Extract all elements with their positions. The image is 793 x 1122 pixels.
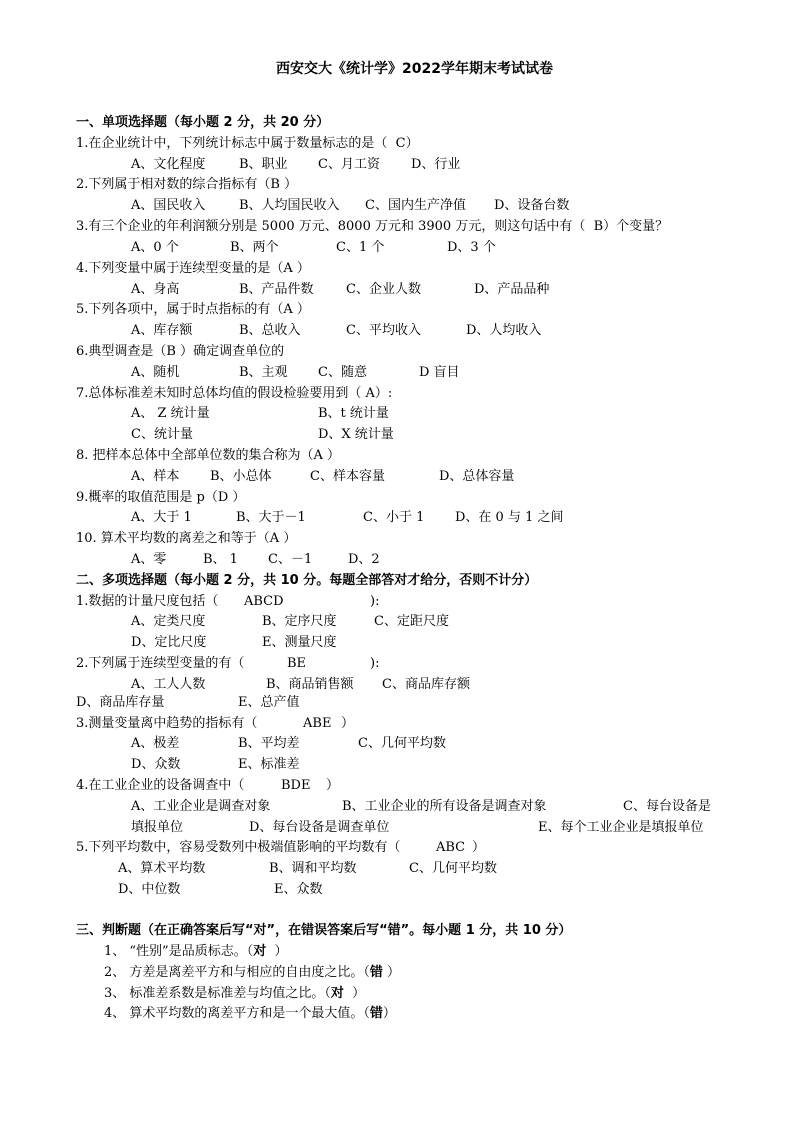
s1-q4-stem: 4.下列变量中属于连续型变量的是（A ） xyxy=(76,261,310,276)
s1-q7-opt-a: A、 Z 统计量 xyxy=(131,406,210,421)
s2-q4-opt-a: A、工业企业是调查对象 xyxy=(131,799,271,814)
s2-q1-opt-d: D、定比尺度 xyxy=(131,635,207,650)
s2-q4-stem-post: ） xyxy=(326,778,340,793)
s2-q5-stem-post: ） xyxy=(472,840,486,855)
s1-q8-opt-c: C、样本容量 xyxy=(310,469,385,484)
s1-q6-opt-b: B、主观 xyxy=(239,365,288,380)
s1-q3-opt-d: D、3 个 xyxy=(447,240,496,255)
s2-q5-opt-c: C、几何平均数 xyxy=(409,861,497,876)
s2-q4-opt-c-cont: 填报单位 xyxy=(131,820,184,835)
s1-q6-opt-d: D 盲目 xyxy=(419,365,460,380)
s2-q4-opt-b: B、工业企业的所有设备是调查对象 xyxy=(342,799,547,814)
s1-q10-stem: 10. 算术平均数的离差之和等于（A ） xyxy=(76,531,297,546)
s1-q2-opt-d: D、设备台数 xyxy=(494,198,570,213)
s1-q3-stem: 3.有三个企业的年利润额分别是 5000 万元、8000 万元和 3900 万元，则这句话中有（ B）个变量？ xyxy=(76,219,669,234)
s3-item-4: 4、 算术平均数的离差平方和是一个最大值。（错） xyxy=(104,1006,396,1021)
s2-q1-stem-post: ): xyxy=(370,594,380,609)
s2-q5-opt-d: D、中位数 xyxy=(118,882,181,897)
s1-q3-opt-b: B、两个 xyxy=(230,240,279,255)
s2-q2-opt-a: A、工人人数 xyxy=(131,677,206,692)
s2-q3-stem-pre: 3.测量变量离中趋势的指标有（ xyxy=(76,716,258,731)
s2-q5-opt-b: B、调和平均数 xyxy=(269,861,357,876)
s2-q5-stem-pre: 5.下列平均数中，容易受数列中极端值影响的平均数有（ xyxy=(76,840,401,855)
s1-q4-opt-b: B、产品件数 xyxy=(239,282,314,297)
s1-q9-opt-d: D、在 0 与 1 之间 xyxy=(455,510,564,525)
s2-q1-opt-c: C、定距尺度 xyxy=(374,614,449,629)
s2-q4-opt-c: C、每台设备是 xyxy=(623,799,711,814)
s2-q4-stem-pre: 4.在工业企业的设备调查中（ xyxy=(76,778,245,793)
s2-q1-opt-b: B、定序尺度 xyxy=(262,614,337,629)
s1-q4-opt-d: D、产品品种 xyxy=(474,282,550,297)
s1-q3-opt-c: C、1 个 xyxy=(336,240,385,255)
s1-q1-opt-c: C、月工资 xyxy=(318,157,380,172)
s2-q3-opt-c: C、几何平均数 xyxy=(358,736,446,751)
section-3-heading: 三、判断题（在正确答案后写“对”，在错误答案后写“错”。每小题 1 分，共 10 分） xyxy=(76,923,572,938)
s2-q2-answer: BE xyxy=(287,656,307,671)
s1-q5-opt-a: A、库存额 xyxy=(131,323,193,338)
s3-item-4-answer: 错 xyxy=(369,1006,383,1021)
s1-q8-opt-a: A、样本 xyxy=(131,469,180,484)
section-1-heading: 一、单项选择题（每小题 2 分，共 20 分） xyxy=(76,115,330,130)
s1-q5-opt-d: D、人均收入 xyxy=(466,323,542,338)
s3-item-2: 2、 方差是离差平方和与相应的自由度之比。（错 ） xyxy=(104,965,401,980)
s1-q7-stem: 7.总体标准差未知时总体均值的假设检验要用到（ A）: xyxy=(76,386,393,401)
s1-q9-stem: 9.概率的取值范围是 p（D ） xyxy=(76,490,246,505)
s1-q10-opt-c: C、－1 xyxy=(268,552,313,567)
s3-item-2-answer: 错 xyxy=(369,965,383,980)
s1-q9-opt-a: A、大于 1 xyxy=(131,510,192,525)
s2-q3-answer: ABE xyxy=(303,716,332,731)
s1-q3-opt-a: A、0 个 xyxy=(131,240,179,255)
s1-q8-stem: 8. 把样本总体中全部单位数的集合称为（A ） xyxy=(76,448,341,463)
s2-q1-answer: ABCD xyxy=(244,594,284,609)
s1-q7-opt-c: C、统计量 xyxy=(131,427,193,442)
s1-q5-opt-b: B、总收入 xyxy=(239,323,301,338)
s1-q7-opt-b: B、t 统计量 xyxy=(318,406,389,421)
s2-q2-opt-e: E、总产值 xyxy=(238,695,300,710)
s2-q1-opt-a: A、定类尺度 xyxy=(131,614,206,629)
s1-q10-opt-d: D、2 xyxy=(348,552,380,567)
s1-q7-opt-d: D、X 统计量 xyxy=(318,427,394,442)
s1-q6-opt-a: A、随机 xyxy=(131,365,180,380)
s1-q2-opt-c: C、国内生产净值 xyxy=(365,198,466,213)
s1-q10-opt-a: A、零 xyxy=(131,552,167,567)
s1-q10-opt-b: B、 1 xyxy=(203,552,238,567)
s2-q5-answer: ABC xyxy=(436,840,466,855)
s2-q2-stem-pre: 2.下列属于连续型变量的有（ xyxy=(76,656,245,671)
s2-q5-opt-e: E、众数 xyxy=(274,882,323,897)
s1-q6-stem: 6.典型调查是（B ）确定调查单位的 xyxy=(76,344,285,359)
s1-q9-opt-c: C、小于 1 xyxy=(363,510,425,525)
s2-q2-stem-post: ): xyxy=(370,656,380,671)
page-title: 西安交大《统计学》2022学年期末考试试卷 xyxy=(276,61,553,77)
s1-q9-opt-b: B、大于－1 xyxy=(236,510,306,525)
s3-item-3: 3、 标准差系数是标准差与均值之比。（对 ） xyxy=(104,986,366,1001)
s2-q3-stem-post: ） xyxy=(341,716,355,731)
s1-q4-opt-c: C、企业人数 xyxy=(346,282,421,297)
s1-q1-opt-d: D、行业 xyxy=(411,157,461,172)
s3-item-1-answer: 对 xyxy=(253,944,267,959)
s2-q3-opt-e: E、标准差 xyxy=(238,757,300,772)
s1-q4-opt-a: A、身高 xyxy=(131,282,180,297)
s2-q4-opt-d: D、每台设备是调查单位 xyxy=(249,820,390,835)
s2-q3-opt-a: A、极差 xyxy=(131,736,180,751)
s1-q5-opt-c: C、平均收入 xyxy=(346,323,421,338)
s2-q3-opt-d: D、众数 xyxy=(131,757,181,772)
s3-item-3-answer: 对 xyxy=(330,986,344,1001)
s1-q2-opt-b: B、人均国民收入 xyxy=(239,198,340,213)
s2-q2-opt-c: C、商品库存额 xyxy=(382,677,470,692)
s1-q6-opt-c: C、随意 xyxy=(318,365,367,380)
s1-q8-opt-b: B、小总体 xyxy=(210,469,272,484)
s1-q1-opt-b: B、职业 xyxy=(239,157,288,172)
s2-q4-opt-e: E、每个工业企业是填报单位 xyxy=(538,820,704,835)
s2-q3-opt-b: B、平均差 xyxy=(238,736,300,751)
s2-q2-opt-b: B、商品销售额 xyxy=(266,677,354,692)
s2-q4-answer: BDE xyxy=(281,778,311,793)
s2-q1-opt-e: E、测量尺度 xyxy=(262,635,337,650)
s1-q8-opt-d: D、总体容量 xyxy=(439,469,515,484)
s1-q2-stem: 2.下列属于相对数的综合指标有（B ） xyxy=(76,177,298,192)
s2-q5-opt-a: A、算术平均数 xyxy=(118,861,206,876)
s2-q2-opt-d: D、商品库存量 xyxy=(76,695,165,710)
s1-q1-opt-a: A、文化程度 xyxy=(131,157,206,172)
s1-q5-stem: 5.下列各项中，属于时点指标的有（A ） xyxy=(76,302,310,317)
s1-q1-stem: 1.在企业统计中，下列统计标志中属于数量标志的是（ C） xyxy=(76,136,419,151)
section-2-heading: 二、多项选择题（每小题 2 分，共 10 分。每题全部答对才给分，否则不计分） xyxy=(76,573,538,588)
s2-q1-stem-pre: 1.数据的计量尺度包括（ xyxy=(76,594,219,609)
s3-item-1: 1、 “性别”是品质标志。（对 ） xyxy=(104,944,288,959)
s1-q2-opt-a: A、国民收入 xyxy=(131,198,206,213)
